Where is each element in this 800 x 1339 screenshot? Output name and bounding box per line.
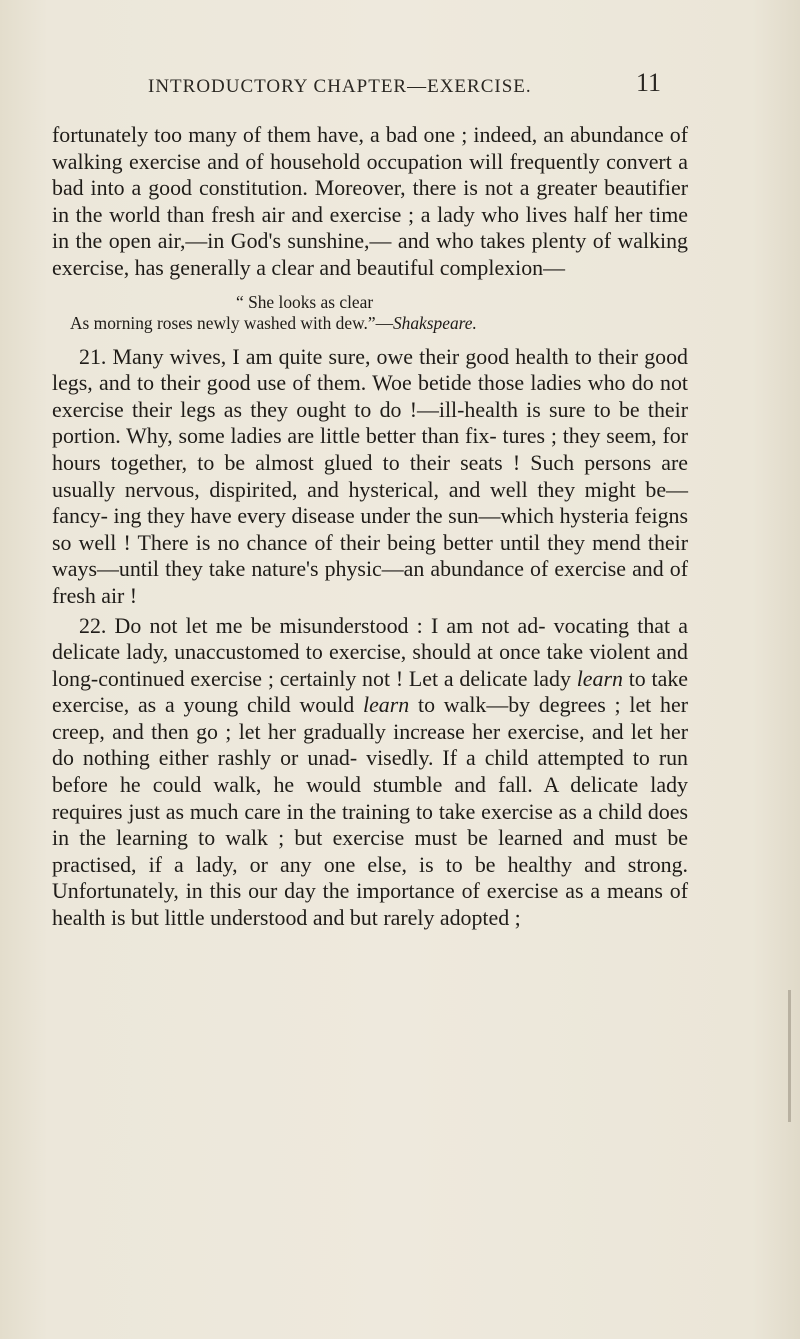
- margin-shadow: [788, 990, 791, 1122]
- paragraph-22-part-3: to walk—by degrees ; let her creep, and then go ; let her gradually increase her exercise, and let her do nothing either rashly or unad- visedly. If a child attempted to run before he could walk, he would stumble and fall. A delicate lady requires just as much care in the training to take exercise as a child does in the learning to walk ; but exercise must be learned and must be practised, if a lady, or any one else, is to be healthy and strong. Unfortunately, in this our day the importance of exercise as a means of health is but little understood and but rarely adopted ;: [52, 692, 688, 931]
- running-title: INTRODUCTORY CHAPTER—EXERCISE.: [148, 76, 532, 97]
- quotation: [52, 292, 688, 334]
- quote-line-2: [52, 313, 688, 334]
- quote-line-1: “ She looks as clear: [236, 291, 374, 312]
- page-number: 11: [636, 68, 662, 97]
- emphasis-learn-2: learn: [363, 692, 410, 718]
- paragraph-22-part-1: 22. Do not let me be misunderstood : I am not ad- vocating that a delicate lady, unaccustomed to exercise, should at once take violent and long-continued exercise ; certainly not ! Let a delicate lady: [52, 612, 688, 691]
- paragraph-intro: fortunately too many of them have, a bad one ; indeed, an abundance of walking exercise and of household occupation will frequently convert a bad into a good constitution. Moreover, there is not a greater beautifier in the world than fresh air and exercise ; a lady who lives half her time in the open air,—in God's sunshine,— and who takes plenty of walking exercise, has generally a clear and beautiful complexion—: [52, 122, 688, 280]
- quote-line-2-text: As morning roses newly washed with dew.”—: [70, 312, 393, 333]
- paragraph-21: 21. Many wives, I am quite sure, owe their good health to their good legs, and to their good use of them. Woe betide those ladies who do not exercise their legs as they ought to do !—ill-health is sure to be their portion. Why, some ladies are little better than fix- tures ; they seem, for hours together, to be almost glued to their seats ! Such persons are usually nervous, dispirited, and hysterical, and well they might be—fancy- ing they have every disease under the sun—which hysteria feigns so well ! There is no chance of their being better until they mend their ways—until they take nature's physic—an abundance of exercise and of fresh air !: [52, 343, 688, 608]
- emphasis-learn-1: learn: [576, 665, 623, 691]
- body-text: [52, 122, 688, 932]
- paragraph-22: [52, 613, 688, 932]
- paragraph-22-part-2: to take exercise, as a young child would: [52, 665, 688, 718]
- quote-source: Shakspeare.: [392, 312, 477, 333]
